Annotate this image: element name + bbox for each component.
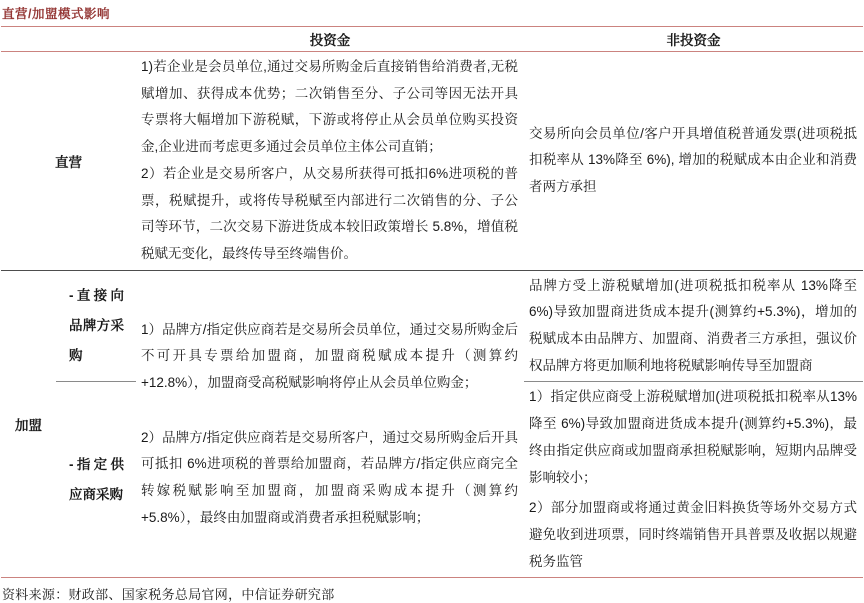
header-empty-cell: [1, 27, 136, 52]
cell-direct-non-invest: [524, 52, 863, 271]
page-title: 直营/加盟模式影响: [2, 7, 110, 21]
cell-franchise-invest: [136, 270, 524, 578]
column-header-invest-gold: 投资金: [136, 27, 524, 52]
cell-paragraph: 1）品牌方/指定供应商若是交易所会员单位，通过交易所购金后不可开具专票给加盟商，加盟商税赋成本提升（测算约+12.8%），加盟商受高税赋影响将停止从会员单位购金；: [141, 321, 518, 390]
cell-paragraph: 2）部分加盟商或将通过黄金旧料换货等场外交易方式避免收到进项票，同时终端销售开具普票及收据以规避税务监管: [529, 500, 857, 569]
column-header-non-invest-gold: 非投资金: [524, 27, 863, 52]
row-label-direct-operation: 直营: [1, 52, 136, 271]
cell-paragraph: 交易所向会员单位/客户开具增值税普通发票(进项税抵扣税率从 13%降至 6%), 增加的税赋成本由企业和消费者两方承担: [529, 125, 857, 195]
cell-franchise-non-invest-brand: [524, 270, 863, 382]
cell-paragraph: 2）品牌方/指定供应商若是交易所客户，通过交易所购金后开具可抵扣 6%进项税的普票给加盟商，若品牌方/指定供应商完全转嫁税赋影响至加盟商，加盟商采购成本提升（测算约+5.8%），最终由加盟商或消费者承担税赋影响；: [141, 429, 518, 525]
impact-table: [1, 26, 863, 578]
cell-franchise-non-invest-supplier: [524, 382, 863, 578]
cell-direct-invest: [136, 52, 524, 271]
sub-label-designated-supplier: -指定供应商采购: [69, 456, 124, 502]
source-note: 资料来源：财政部、国家税务总局官网，中信证券研究部: [2, 587, 335, 603]
table-row-direct-operation: [1, 52, 863, 271]
table-header-row: [1, 27, 863, 52]
cell-paragraph: 1）指定供应商受上游税赋增加(进项税抵扣税率从13%降至 6%)导致加盟商进货成本提升(测算约+5.3%)，最终由指定供应商或加盟商承担税赋影响，短期内品牌受影响较小；: [529, 389, 857, 485]
cell-paragraph: 品牌方受上游税赋增加(进项税抵扣税率从 13%降至6%)导致加盟商进货成本提升(测算约+5.3%)，增加的税赋成本由品牌方、加盟商、消费者三方承担，强议价权品牌方将更加顺利地将税赋影响传导至加盟商: [529, 277, 857, 373]
sub-label-brand-purchase: -直接向品牌方采购: [56, 270, 136, 382]
table-row-franchise-brand: [1, 270, 863, 382]
row-label-franchise: 加盟: [15, 417, 42, 433]
cell-paragraph: 1)若企业是会员单位,通过交易所购金后直接销售给消费者,无税赋增加、获得成本优势；二次销售至分、子公司等因无法开具专票将大幅增加下游税赋，下游或将停止从会员单位购买投资金,企业进而考虑更多通过会员单位主体公司直销；: [141, 59, 518, 155]
cell-paragraph: 2）若企业是交易所客户，从交易所获得可抵扣6%进项税的普票，税赋提升，或将传导税赋至内部进行二次销售的分、子公司等环节，二次交易下游进货成本较旧政策增长 5.8%，增值税税赋无变化，最终传导至终端售价。: [141, 165, 518, 261]
